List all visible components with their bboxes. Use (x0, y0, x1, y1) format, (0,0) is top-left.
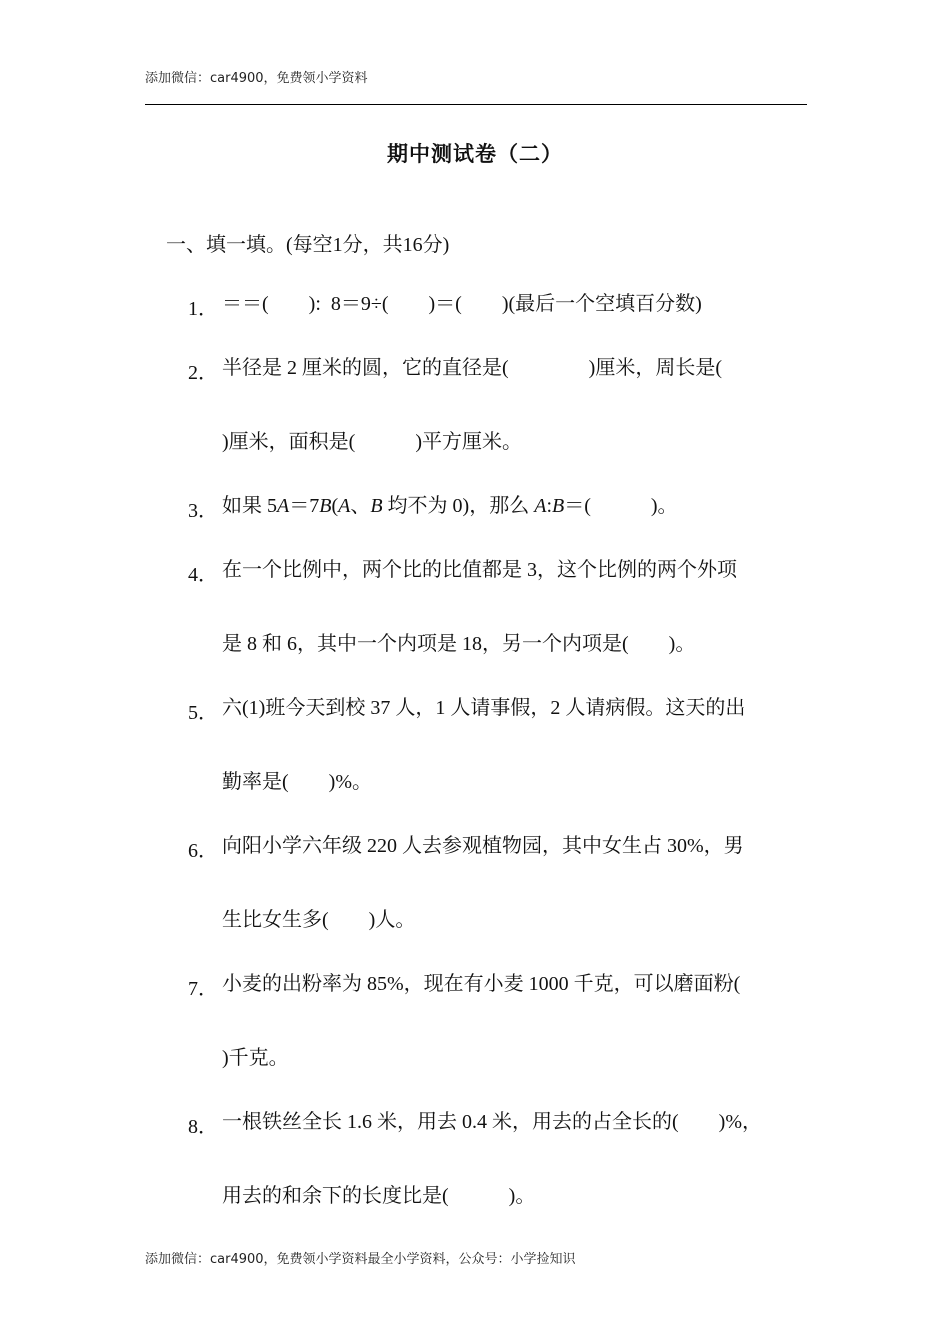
q3-text: 均不为 0)，那么 (382, 495, 535, 517)
question-line: 小麦的出粉率为 85%，现在有小麦 1000 千克，可以磨面粉( (222, 973, 741, 995)
q3-var: A (277, 495, 290, 517)
question-line: 用去的和余下的长度比是( )。 (222, 1185, 536, 1207)
footer-note: 添加微信：car4900，免费领小学资料最全小学资料，公众号：小学捡知识 (145, 1252, 576, 1267)
question-number: 8． (188, 1116, 218, 1138)
question-line: )千克。 (222, 1047, 289, 1069)
q3-var: B (552, 495, 565, 517)
q3-var: A (338, 495, 351, 517)
q3-text: ( (331, 495, 339, 517)
q3-text: : (546, 495, 552, 517)
question-number: 1． (188, 298, 218, 320)
question-line: 勤率是( )%。 (222, 771, 372, 793)
question-line: 半径是 2 厘米的圆，它的直径是( )厘米，周长是( (222, 357, 722, 379)
section-heading: 一、填一填。(每空1分，共16分) (166, 234, 450, 256)
q3-text: ＝( )。 (564, 495, 678, 517)
question-line: ＝＝( ): 8＝9÷( )＝( )(最后一个空填百分数) (222, 293, 702, 315)
question-line: )厘米，面积是( )平方厘米。 (222, 431, 522, 453)
header-divider (145, 104, 807, 105)
q3-var: B (370, 495, 383, 517)
question-number: 2． (188, 362, 218, 384)
question-line: 向阳小学六年级 220 人去参观植物园，其中女生占 30%，男 (222, 835, 744, 857)
question-line: 在一个比例中，两个比的比值都是 3，这个比例的两个外项 (222, 559, 737, 581)
header-note: 添加微信：car4900，免费领小学资料 (145, 71, 368, 86)
question-number: 7． (188, 978, 218, 1000)
q3-var: A (534, 495, 547, 517)
page-title: 期中测试卷（二） (387, 142, 563, 166)
question-number: 3． (188, 500, 218, 522)
question-line: 是 8 和 6，其中一个内项是 18，另一个内项是( )。 (222, 633, 696, 655)
q3-var: B (319, 495, 332, 517)
q3-text: 、 (350, 495, 371, 517)
question-line: 六(1)班今天到校 37 人，1 人请事假，2 人请病假。这天的出 (222, 697, 746, 719)
question-number: 6． (188, 840, 218, 862)
question-line (222, 496, 678, 516)
question-line: 生比女生多( )人。 (222, 909, 416, 931)
q3-text: 如果 5 (222, 495, 277, 517)
q3-text: ＝7 (289, 495, 320, 517)
question-number: 4． (188, 564, 218, 586)
question-number: 5． (188, 702, 218, 724)
question-line: 一根铁丝全长 1.6 米，用去 0.4 米，用去的占全长的( )%， (222, 1111, 762, 1133)
